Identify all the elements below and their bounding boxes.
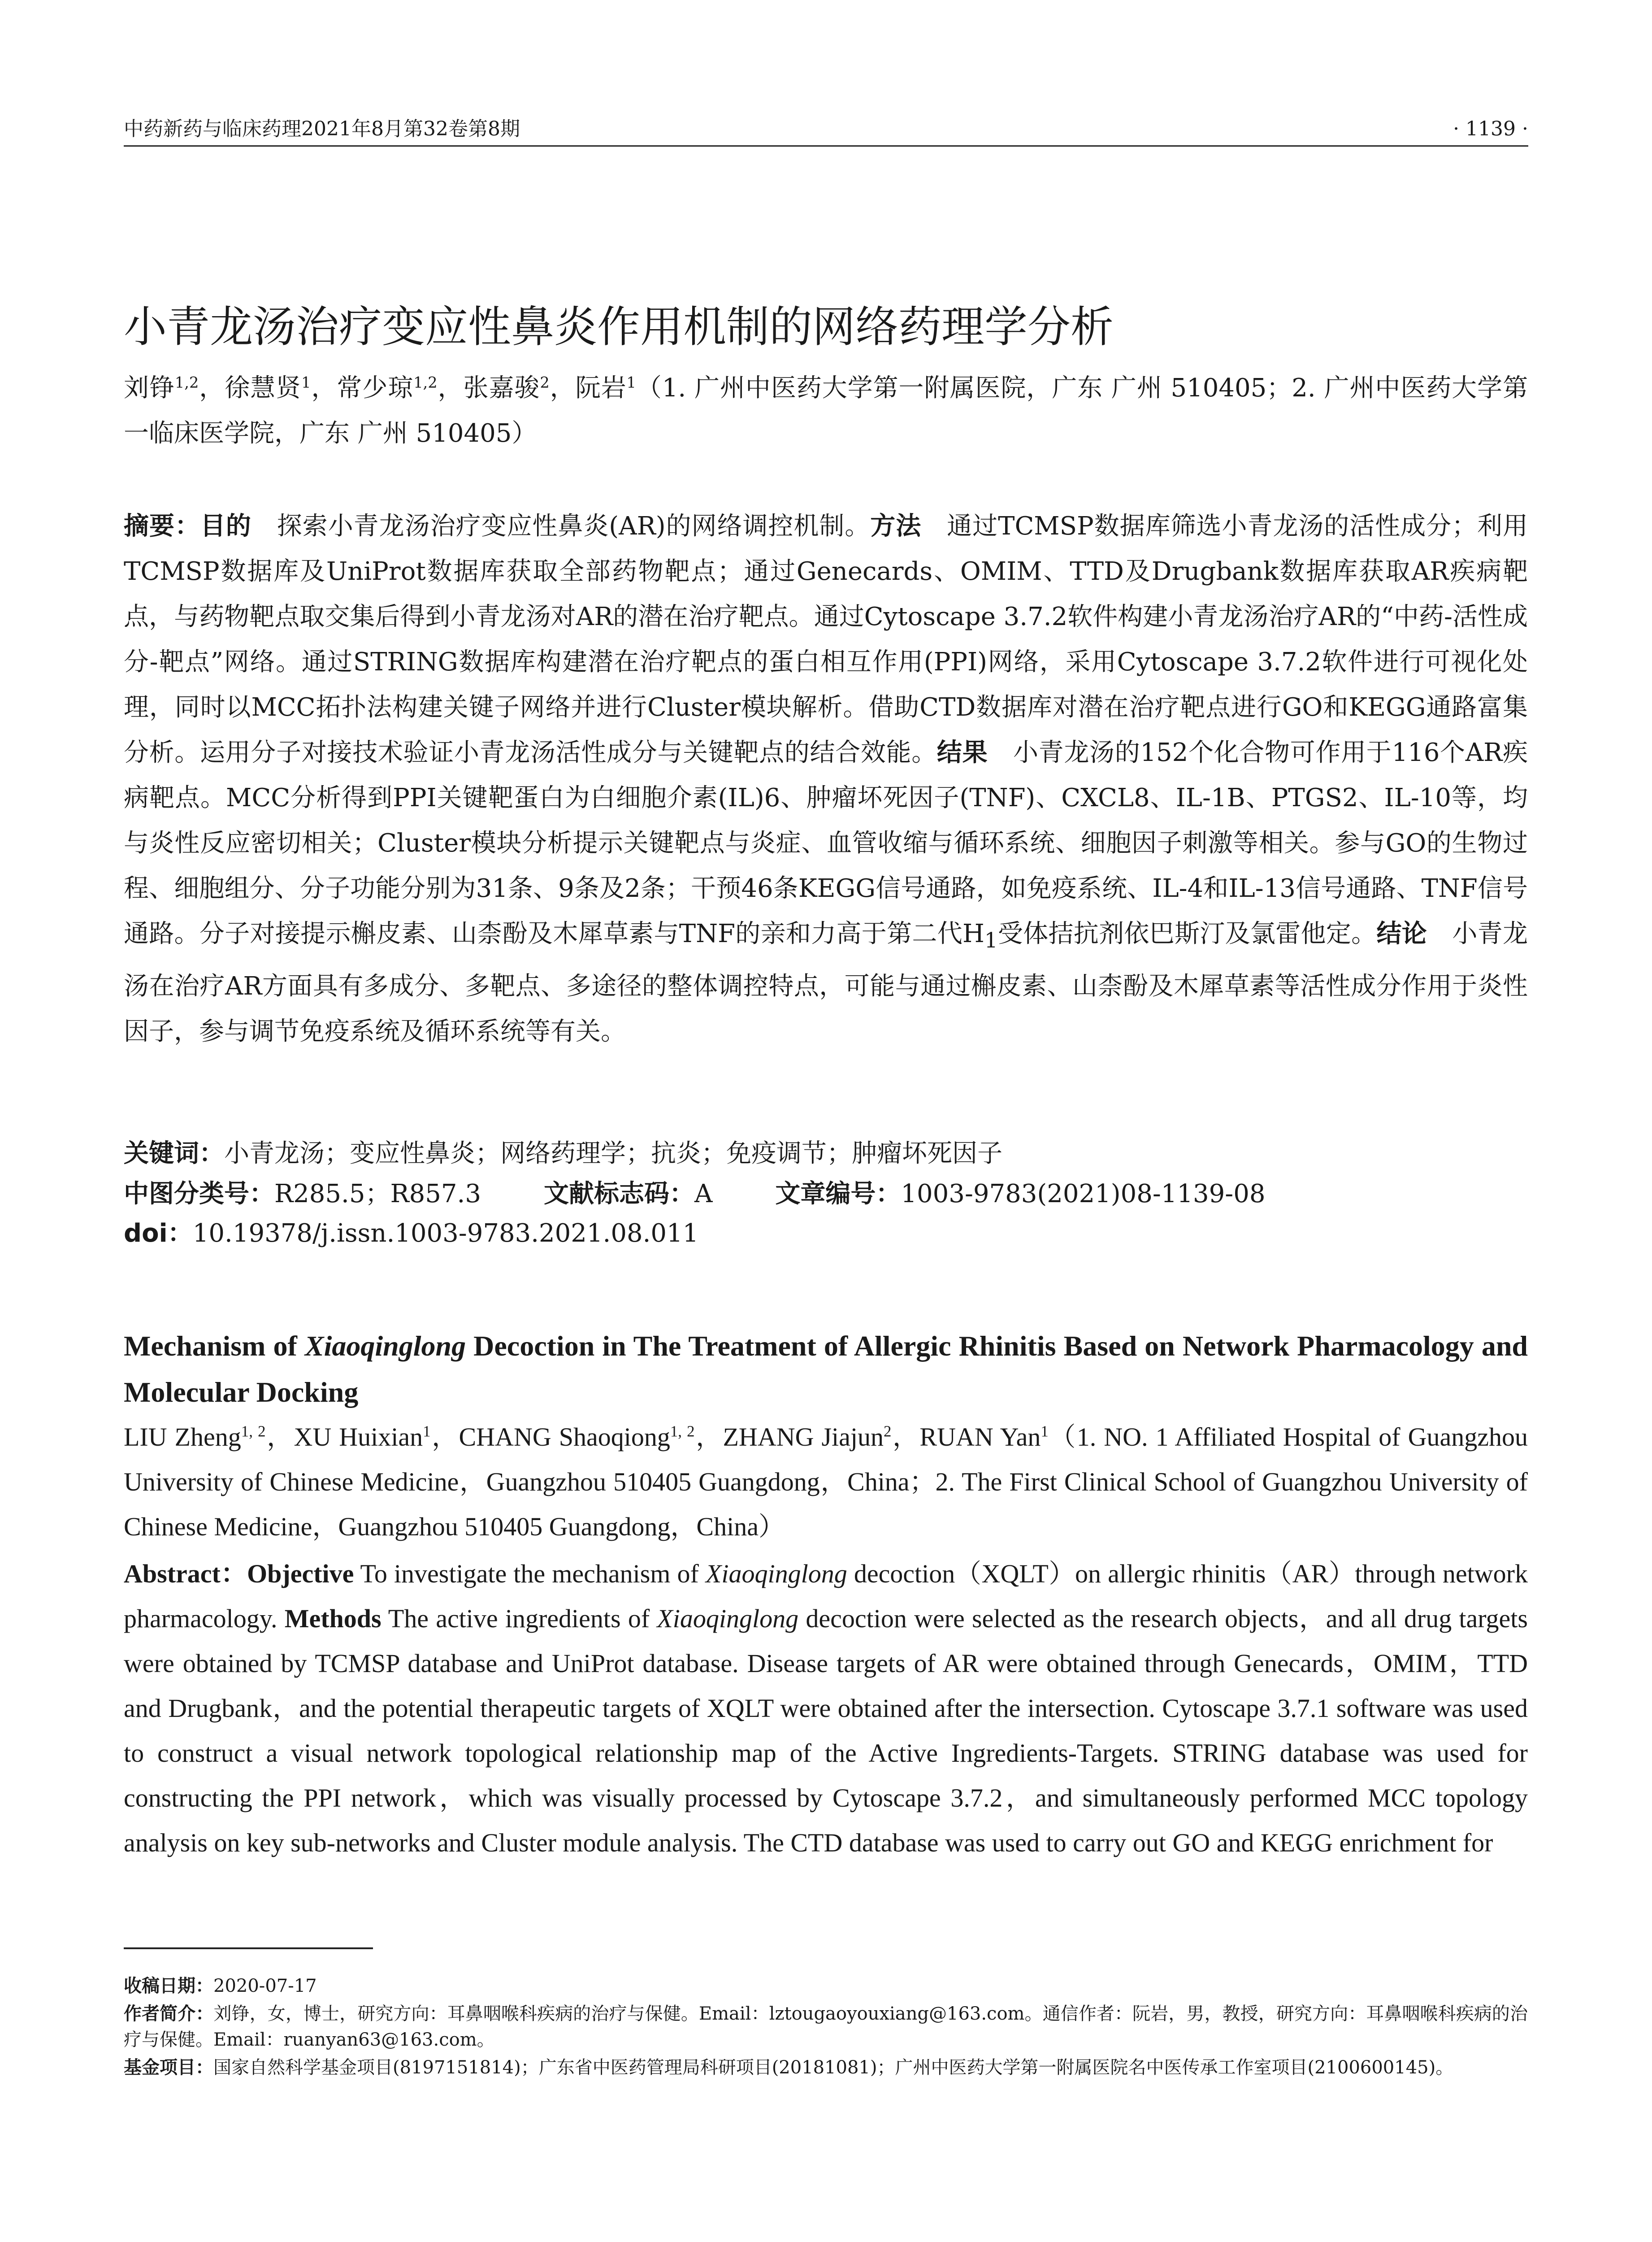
english-title-italic: Xiaoqinglong bbox=[304, 1330, 466, 1362]
article-title: 小青龙汤治疗变应性鼻炎作用机制的网络药理学分析 bbox=[124, 302, 1114, 352]
footnote-label: 作者简介： bbox=[124, 2003, 214, 2024]
running-header bbox=[124, 116, 1528, 147]
author-affil-mark: 2 bbox=[884, 1422, 892, 1440]
author-name: 阮岩 bbox=[575, 374, 627, 403]
journal-name: 中药新药与临床药理2021年8月第32卷第8期 bbox=[124, 117, 520, 140]
footnote-text: 国家自然科学基金项目(8197151814)；广东省中医药管理局科研项目(20181081)；广州中医药大学第一附属医院名中医传承工作室项目(2100600145)。 bbox=[213, 2057, 1454, 2078]
author-name: 张嘉骏 bbox=[463, 374, 540, 403]
author-name: RUAN Yan bbox=[919, 1422, 1041, 1451]
footnote-received bbox=[124, 1973, 1528, 1999]
methods-text: 通过TCMSP数据库筛选小青龙汤的活性成分；利用TCMSP数据库及UniProt数据库获取全部药物靶点；通过Genecards、OMIM、TTD及Drugbank数据库获取AR疾病靶点，与药物靶点取交集后得到小青龙汤对AR的潜在治疗靶点。通过Cytoscape 3.7.2软件构建小青龙汤治疗AR的“中药-活性成分-靶点”网络。通过STRING数据库构建潜在治疗靶点的蛋白相互作用(PPI)网络，采用Cytoscape 3.7.2软件进行可视化处理，同时以MCC拓扑法构建关键子网络并进行Cluster模块解析。借助CTD数据库对潜在治疗靶点进行GO和KEGG通路富集分析。运用分子对接技术验证小青龙汤活性成分与关键靶点的结合效能。 bbox=[124, 512, 1528, 767]
conclusion-label: 结论 bbox=[1376, 919, 1427, 948]
footnote-fund bbox=[124, 2055, 1528, 2081]
footnote-text: 刘铮，女，博士，研究方向：耳鼻咽喉科疾病的治疗与保健。Email：lztougaoyouxiang@163.com。通信作者：阮岩，男，教授，研究方向：耳鼻咽喉科疾病的治疗与保健。Email：ruanyan63@163.com。 bbox=[124, 2003, 1528, 2050]
italic-term: Xiaoqinglong bbox=[705, 1559, 847, 1588]
abstract-label: 摘要： bbox=[124, 512, 200, 541]
conclusion-text: 小青龙汤在治疗AR方面具有多成分、多靶点、多途径的整体调控特点，可能与通过槲皮素、山柰酚及木犀草素等活性成分作用于炎性因子，参与调节免疫系统及循环系统等有关。 bbox=[124, 919, 1528, 1047]
objective-text: 探索小青龙汤治疗变应性鼻炎(AR)的网络调控机制。 bbox=[277, 512, 871, 541]
authors-cn: 刘铮$^{1,2}$，徐慧贤$^1$，常少琼$^{1,2}$，张嘉骏$^2$，阮岩$^1$（1. 广州中医药大学第一附属医院，广东 广州 510405；2. 广州中医药大学第一临床医学院，广东 广州 510405） bbox=[124, 374, 1528, 448]
affiliations-cn: （1. 广州中医药大学第一附属医院，广东 广州 510405；2. 广州中医药大学第一临床医学院，广东 广州 510405） bbox=[124, 374, 1528, 448]
objective-en-text: To investigate the mechanism of bbox=[354, 1559, 706, 1588]
author-name: ZHANG Jiajun bbox=[723, 1422, 884, 1451]
doc-code-label: 文献标志码： bbox=[543, 1179, 694, 1208]
author-name: CHANG Shaoqiong bbox=[459, 1422, 670, 1451]
english-title-part: Mechanism of bbox=[124, 1330, 305, 1362]
italic-term: Xiaoqinglong bbox=[657, 1604, 799, 1633]
abstract-en bbox=[124, 1551, 1528, 1865]
footnote-divider bbox=[124, 1947, 373, 1949]
keywords-line bbox=[124, 1134, 1002, 1174]
author-affil-mark: 2 bbox=[540, 374, 550, 391]
objective-en-label: Objective bbox=[247, 1559, 354, 1588]
objective-label: 目的 bbox=[200, 512, 251, 541]
methods-label: 方法 bbox=[870, 512, 922, 541]
author-affil-mark: 1,2 bbox=[413, 374, 438, 391]
methods-en-text: decoction were selected as the research objects，and all drug targets were obtained by TCMSP database and UniProt database. Disease targets of AR were obtained through Genecards，OMIM，TTD and Drugbank，and the potential therapeutic targets of XQLT were obtained after the intersection. Cytoscape 3.7.1 software was used to construct a visual network topological relationship map of the Active Ingredients-Targets. STRING database was used for constructing the PPI network，which was visually processed by Cytoscape 3.7.2，and simultaneously performed MCC topology analysis on key sub-networks and Cluster module analysis. The CTD database was used to carry out GO and KEGG enrichment for bbox=[124, 1604, 1528, 1857]
author-affil-mark: 1, 2 bbox=[670, 1422, 695, 1440]
footnotes bbox=[124, 1973, 1528, 2082]
english-title-part: Decoction in The Treatment of Allergic Rhinitis Based on Network Pharmacology and Molecular Docking bbox=[124, 1330, 1528, 1408]
article-no-label: 文章编号： bbox=[775, 1179, 901, 1208]
keywords-text: 小青龙汤；变应性鼻炎；网络药理学；抗炎；免疫调节；肿瘤坏死因子 bbox=[224, 1139, 1002, 1168]
affiliations-en: （1. NO. 1 Affiliated Hospital of Guangzhou University of Chinese Medicine，Guangzhou 510405 Guangdong，China；2. The First Clinical School of Guangzhou University of Chinese Medicine，Guangzhou 510405 Guangdong，China） bbox=[124, 1422, 1528, 1541]
article-no-value: 1003-9783(2021)08-1139-08 bbox=[901, 1179, 1266, 1208]
author-affil-mark: 1 bbox=[626, 374, 636, 391]
classification-line bbox=[124, 1174, 1265, 1214]
doi-label: doi： bbox=[124, 1219, 193, 1248]
clc-label: 中图分类号： bbox=[124, 1179, 274, 1208]
abstract-cn bbox=[124, 504, 1528, 1054]
footnote-author bbox=[124, 2001, 1528, 2053]
methods-en-text: The active ingredients of bbox=[381, 1604, 657, 1633]
author-name: LIU Zheng bbox=[124, 1422, 241, 1451]
footnote-label: 收稿日期： bbox=[124, 1976, 213, 1996]
objective-en-text: decoction（XQLT）on allergic rhinitis（AR）through network pharmacology. bbox=[124, 1559, 1528, 1633]
author-affil-mark: 1 bbox=[423, 1422, 431, 1440]
author-affil-mark: 1,2 bbox=[174, 374, 199, 391]
author-name: 徐慧贤 bbox=[225, 374, 302, 403]
page-number: · 1139 · bbox=[1453, 117, 1528, 140]
english-title bbox=[124, 1323, 1528, 1415]
doi-value: 10.19378/j.issn.1003-9783.2021.08.011 bbox=[192, 1219, 699, 1248]
clc-value: R285.5；R857.3 bbox=[274, 1179, 481, 1208]
authors-en: LIU Zheng$^{1, 2}$，XU Huixian$^1$，CHANG Shaoqiong$^{1, 2}$，ZHANG Jiajun$^2$，RUAN Yan$^1$（1. NO. 1 Affiliated Hospital of Guangzhou University of Chinese Medicine，Guangzhou 510405 Guangdong，China；2. The First Clinical School of Guangzhou University of Chinese Medicine，Guangzhou 510405 Guangdong，China） bbox=[124, 1422, 1528, 1541]
author-affil-mark: 1 bbox=[301, 374, 311, 391]
footnote-label: 基金项目： bbox=[124, 2057, 213, 2078]
author-name: 刘铮 bbox=[124, 374, 175, 403]
subscript: 1 bbox=[984, 929, 998, 953]
results-label: 结果 bbox=[937, 738, 988, 767]
footnote-text: 2020-07-17 bbox=[213, 1976, 317, 1996]
keywords-label: 关键词： bbox=[124, 1139, 224, 1168]
author-name: 常少琼 bbox=[337, 374, 414, 403]
methods-en-label: Methods bbox=[284, 1604, 382, 1633]
author-affil-mark: 1, 2 bbox=[241, 1422, 266, 1440]
results-text-tail: 受体拮抗剂依巴斯汀及氯雷他定。 bbox=[997, 919, 1377, 948]
doc-code-value: A bbox=[694, 1179, 713, 1208]
abstract-en-label: Abstract： bbox=[124, 1559, 247, 1588]
author-affil-mark: 1 bbox=[1041, 1422, 1049, 1440]
results-text: 小青龙汤的152个化合物可作用于116个AR疾病靶点。MCC分析得到PPI关键靶蛋白为白细胞介素(IL)6、肿瘤坏死因子(TNF)、CXCL8、IL-1B、PTGS2、IL-10等，均与炎性反应密切相关；Cluster模块分析提示关键靶点与炎症、血管收缩与循环系统、细胞因子刺激等相关。参与GO的生物过程、细胞组分、分子功能分别为31条、9条及2条；干预46条KEGG信号通路，如免疫系统、IL-4和IL-13信号通路、TNF信号通路。分子对接提示槲皮素、山柰酚及木犀草素与TNF的亲和力高于第二代H bbox=[124, 738, 1528, 948]
doi-line bbox=[124, 1213, 698, 1254]
author-name: XU Huixian bbox=[294, 1422, 423, 1451]
